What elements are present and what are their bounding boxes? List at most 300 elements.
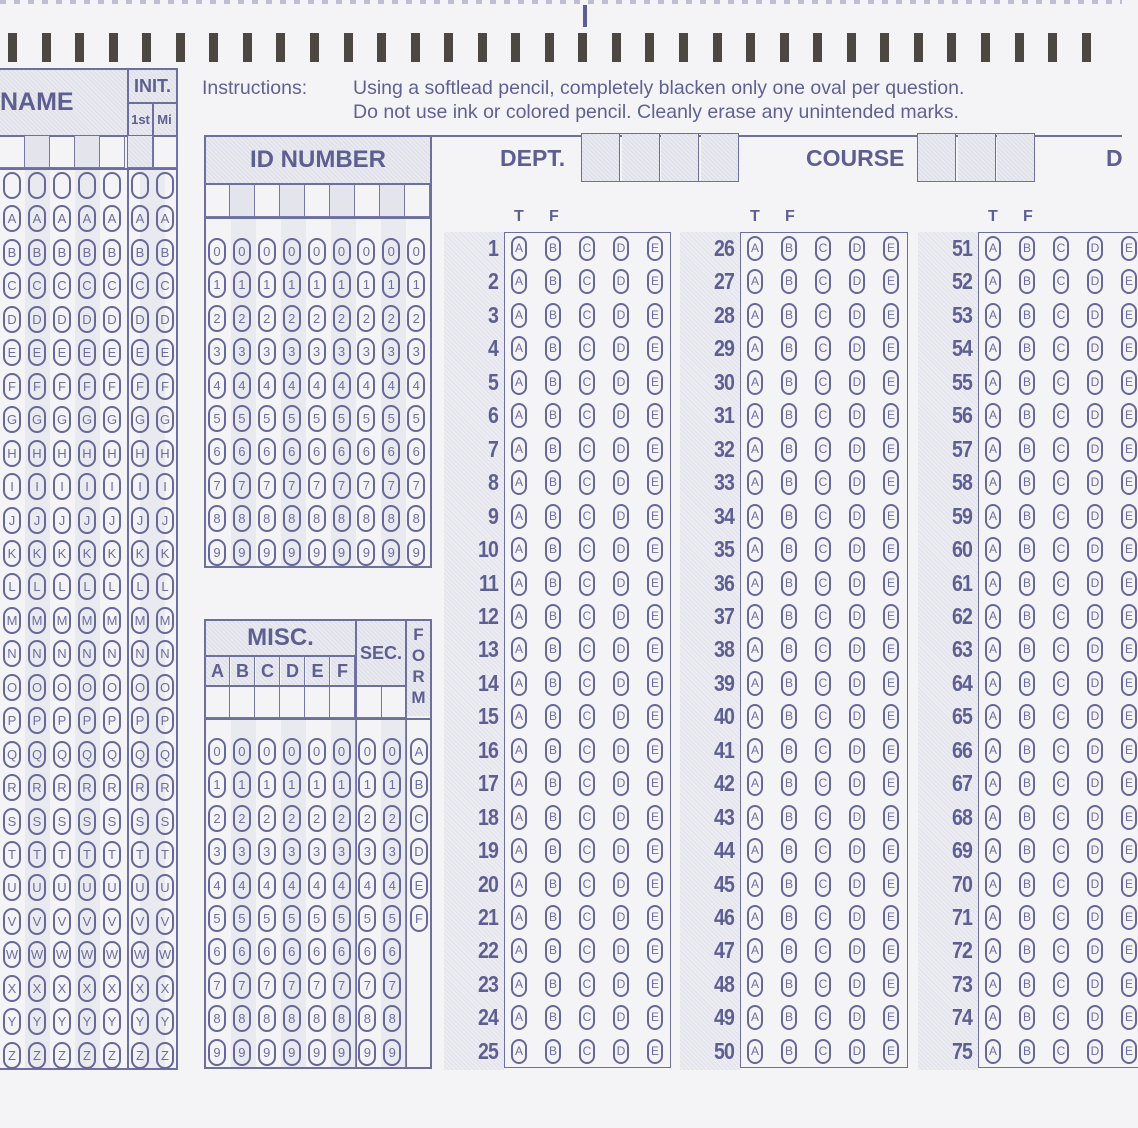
answer-bubble-65-D[interactable]: D — [1087, 704, 1103, 729]
answer-bubble-68-B[interactable]: B — [1019, 805, 1035, 830]
name-bubble-O[interactable]: O — [3, 674, 21, 701]
answer-bubble-54-C[interactable]: C — [1053, 336, 1069, 361]
id-digit-box[interactable] — [405, 185, 430, 217]
answer-bubble-25-C[interactable]: C — [579, 1039, 595, 1064]
name-bubble-C[interactable]: C — [78, 272, 96, 299]
id-bubble-4[interactable]: 4 — [208, 372, 226, 399]
name-bubble-R[interactable]: R — [103, 774, 121, 801]
answer-bubble-15-C[interactable]: C — [579, 704, 595, 729]
answer-bubble-35-A[interactable]: A — [747, 537, 763, 562]
name-bubble-G[interactable]: G — [28, 406, 46, 433]
answer-bubble-19-B[interactable]: B — [545, 838, 561, 863]
id-bubble-5[interactable]: 5 — [233, 405, 251, 432]
id-digit-box[interactable] — [380, 185, 405, 217]
answer-bubble-67-D[interactable]: D — [1087, 771, 1103, 796]
name-bubble-U[interactable]: U — [156, 874, 174, 901]
answer-bubble-13-B[interactable]: B — [545, 637, 561, 662]
name-bubble-R[interactable]: R — [28, 774, 46, 801]
answer-bubble-63-E[interactable]: E — [1121, 637, 1137, 662]
answer-bubble-44-E[interactable]: E — [883, 838, 899, 863]
answer-bubble-24-A[interactable]: A — [511, 1005, 527, 1030]
misc-bubble-9[interactable]: 9 — [308, 1039, 326, 1066]
answer-bubble-14-E[interactable]: E — [647, 671, 663, 696]
answer-bubble-29-B[interactable]: B — [781, 336, 797, 361]
answer-bubble-43-C[interactable]: C — [815, 805, 831, 830]
answer-bubble-59-C[interactable]: C — [1053, 504, 1069, 529]
form-bubble-E[interactable]: E — [410, 872, 428, 899]
answer-bubble-1-E[interactable]: E — [647, 236, 663, 261]
answer-bubble-45-B[interactable]: B — [781, 872, 797, 897]
answer-bubble-64-D[interactable]: D — [1087, 671, 1103, 696]
answer-bubble-16-D[interactable]: D — [613, 738, 629, 763]
misc-bubble-3[interactable]: 3 — [233, 838, 251, 865]
name-bubble-W[interactable]: W — [78, 941, 96, 968]
answer-bubble-34-C[interactable]: C — [815, 504, 831, 529]
answer-bubble-18-D[interactable]: D — [613, 805, 629, 830]
id-bubble-4[interactable]: 4 — [407, 372, 425, 399]
name-bubble-U[interactable]: U — [53, 874, 71, 901]
answer-bubble-57-E[interactable]: E — [1121, 437, 1137, 462]
answer-bubble-67-A[interactable]: A — [985, 771, 1001, 796]
name-bubble-S[interactable]: S — [103, 808, 121, 835]
answer-bubble-69-D[interactable]: D — [1087, 838, 1103, 863]
answer-bubble-73-C[interactable]: C — [1053, 972, 1069, 997]
answer-bubble-23-B[interactable]: B — [545, 972, 561, 997]
name-bubble-M[interactable]: M — [53, 607, 71, 634]
name-letter-box[interactable] — [0, 136, 25, 168]
name-bubble-F[interactable]: F — [103, 373, 121, 400]
answer-bubble-70-A[interactable]: A — [985, 872, 1001, 897]
answer-bubble-43-A[interactable]: A — [747, 805, 763, 830]
name-bubble-Q[interactable]: Q — [3, 741, 21, 768]
misc-bubble-7[interactable]: 7 — [333, 972, 351, 999]
name-bubble-blank[interactable] — [53, 172, 71, 199]
name-bubble-I[interactable]: I — [103, 473, 121, 500]
id-bubble-7[interactable]: 7 — [382, 472, 400, 499]
answer-bubble-65-E[interactable]: E — [1121, 704, 1137, 729]
answer-bubble-68-D[interactable]: D — [1087, 805, 1103, 830]
id-bubble-5[interactable]: 5 — [382, 405, 400, 432]
answer-bubble-33-D[interactable]: D — [849, 470, 865, 495]
answer-bubble-17-C[interactable]: C — [579, 771, 595, 796]
name-bubble-S[interactable]: S — [28, 808, 46, 835]
misc-bubble-9[interactable]: 9 — [208, 1039, 226, 1066]
id-bubble-0[interactable]: 0 — [233, 238, 251, 265]
name-bubble-blank[interactable] — [78, 172, 96, 199]
misc-box[interactable] — [280, 687, 305, 718]
answer-bubble-7-B[interactable]: B — [545, 437, 561, 462]
answer-bubble-59-E[interactable]: E — [1121, 504, 1137, 529]
misc-bubble-1[interactable]: 1 — [233, 771, 251, 798]
sec-bubble-3[interactable]: 3 — [383, 838, 401, 865]
name-bubble-C[interactable]: C — [3, 272, 21, 299]
id-bubble-7[interactable]: 7 — [208, 472, 226, 499]
answer-bubble-10-C[interactable]: C — [579, 537, 595, 562]
init-first-box[interactable] — [128, 136, 153, 168]
answer-bubble-63-D[interactable]: D — [1087, 637, 1103, 662]
answer-bubble-12-C[interactable]: C — [579, 604, 595, 629]
answer-bubble-15-E[interactable]: E — [647, 704, 663, 729]
answer-bubble-8-B[interactable]: B — [545, 470, 561, 495]
misc-bubble-8[interactable]: 8 — [308, 1005, 326, 1032]
answer-bubble-36-D[interactable]: D — [849, 571, 865, 596]
answer-bubble-34-E[interactable]: E — [883, 504, 899, 529]
answer-bubble-21-D[interactable]: D — [613, 905, 629, 930]
name-bubble-S[interactable]: S — [156, 808, 174, 835]
answer-bubble-37-B[interactable]: B — [781, 604, 797, 629]
answer-bubble-18-E[interactable]: E — [647, 805, 663, 830]
name-bubble-Q[interactable]: Q — [78, 741, 96, 768]
name-bubble-B[interactable]: B — [103, 239, 121, 266]
name-bubble-blank[interactable] — [3, 172, 21, 199]
answer-bubble-9-B[interactable]: B — [545, 504, 561, 529]
answer-bubble-64-E[interactable]: E — [1121, 671, 1137, 696]
answer-bubble-43-D[interactable]: D — [849, 805, 865, 830]
answer-bubble-10-B[interactable]: B — [545, 537, 561, 562]
name-bubble-Y[interactable]: Y — [53, 1008, 71, 1035]
answer-bubble-27-D[interactable]: D — [849, 269, 865, 294]
misc-bubble-4[interactable]: 4 — [333, 872, 351, 899]
answer-bubble-19-E[interactable]: E — [647, 838, 663, 863]
id-bubble-6[interactable]: 6 — [382, 438, 400, 465]
answer-bubble-50-D[interactable]: D — [849, 1039, 865, 1064]
id-bubble-6[interactable]: 6 — [357, 438, 375, 465]
name-bubble-M[interactable]: M — [28, 607, 46, 634]
answer-bubble-73-E[interactable]: E — [1121, 972, 1137, 997]
answer-bubble-16-A[interactable]: A — [511, 738, 527, 763]
name-bubble-H[interactable]: H — [53, 440, 71, 467]
answer-bubble-35-D[interactable]: D — [849, 537, 865, 562]
sec-bubble-9[interactable]: 9 — [383, 1039, 401, 1066]
name-bubble-U[interactable]: U — [3, 874, 21, 901]
answer-bubble-25-A[interactable]: A — [511, 1039, 527, 1064]
answer-bubble-10-E[interactable]: E — [647, 537, 663, 562]
answer-bubble-28-A[interactable]: A — [747, 303, 763, 328]
answer-bubble-19-C[interactable]: C — [579, 838, 595, 863]
name-bubble-H[interactable]: H — [3, 440, 21, 467]
name-bubble-A[interactable]: A — [103, 205, 121, 232]
name-bubble-L[interactable]: L — [28, 573, 46, 600]
answer-bubble-53-E[interactable]: E — [1121, 303, 1137, 328]
answer-bubble-34-D[interactable]: D — [849, 504, 865, 529]
answer-bubble-34-A[interactable]: A — [747, 504, 763, 529]
id-bubble-0[interactable]: 0 — [382, 238, 400, 265]
id-bubble-9[interactable]: 9 — [258, 539, 276, 566]
id-bubble-8[interactable]: 8 — [258, 505, 276, 532]
answer-bubble-13-D[interactable]: D — [613, 637, 629, 662]
answer-bubble-67-C[interactable]: C — [1053, 771, 1069, 796]
answer-bubble-52-C[interactable]: C — [1053, 269, 1069, 294]
answer-bubble-39-A[interactable]: A — [747, 671, 763, 696]
id-bubble-1[interactable]: 1 — [333, 271, 351, 298]
answer-bubble-30-B[interactable]: B — [781, 370, 797, 395]
answer-bubble-26-D[interactable]: D — [849, 236, 865, 261]
answer-bubble-36-B[interactable]: B — [781, 571, 797, 596]
answer-bubble-75-E[interactable]: E — [1121, 1039, 1137, 1064]
course-char-box[interactable] — [918, 134, 956, 181]
name-bubble-M[interactable]: M — [3, 607, 21, 634]
answer-bubble-30-E[interactable]: E — [883, 370, 899, 395]
answer-bubble-16-B[interactable]: B — [545, 738, 561, 763]
name-bubble-W[interactable]: W — [28, 941, 46, 968]
name-bubble-X[interactable]: X — [3, 975, 21, 1002]
answer-bubble-64-A[interactable]: A — [985, 671, 1001, 696]
answer-bubble-44-C[interactable]: C — [815, 838, 831, 863]
misc-bubble-8[interactable]: 8 — [258, 1005, 276, 1032]
name-bubble-G[interactable]: G — [156, 406, 174, 433]
name-bubble-X[interactable]: X — [53, 975, 71, 1002]
id-bubble-4[interactable]: 4 — [283, 372, 301, 399]
answer-bubble-47-E[interactable]: E — [883, 938, 899, 963]
name-bubble-H[interactable]: H — [103, 440, 121, 467]
name-bubble-M[interactable]: M — [78, 607, 96, 634]
name-bubble-C[interactable]: C — [53, 272, 71, 299]
answer-bubble-74-A[interactable]: A — [985, 1005, 1001, 1030]
answer-bubble-6-B[interactable]: B — [545, 403, 561, 428]
answer-bubble-57-C[interactable]: C — [1053, 437, 1069, 462]
answer-bubble-75-B[interactable]: B — [1019, 1039, 1035, 1064]
answer-bubble-28-B[interactable]: B — [781, 303, 797, 328]
id-bubble-4[interactable]: 4 — [233, 372, 251, 399]
name-bubble-O[interactable]: O — [156, 674, 174, 701]
misc-bubble-6[interactable]: 6 — [258, 938, 276, 965]
id-bubble-4[interactable]: 4 — [382, 372, 400, 399]
answer-bubble-45-A[interactable]: A — [747, 872, 763, 897]
answer-bubble-74-C[interactable]: C — [1053, 1005, 1069, 1030]
name-bubble-Q[interactable]: Q — [53, 741, 71, 768]
misc-bubble-9[interactable]: 9 — [233, 1039, 251, 1066]
misc-bubble-1[interactable]: 1 — [208, 771, 226, 798]
answer-bubble-22-B[interactable]: B — [545, 938, 561, 963]
answer-bubble-48-A[interactable]: A — [747, 972, 763, 997]
answer-bubble-3-C[interactable]: C — [579, 303, 595, 328]
name-bubble-X[interactable]: X — [156, 975, 174, 1002]
answer-bubble-8-A[interactable]: A — [511, 470, 527, 495]
answer-bubble-7-C[interactable]: C — [579, 437, 595, 462]
id-bubble-3[interactable]: 3 — [283, 338, 301, 365]
answer-bubble-21-E[interactable]: E — [647, 905, 663, 930]
answer-bubble-60-D[interactable]: D — [1087, 537, 1103, 562]
name-bubble-blank[interactable] — [28, 172, 46, 199]
id-bubble-6[interactable]: 6 — [233, 438, 251, 465]
answer-bubble-3-A[interactable]: A — [511, 303, 527, 328]
answer-bubble-20-B[interactable]: B — [545, 872, 561, 897]
sec-bubble-7[interactable]: 7 — [358, 972, 376, 999]
answer-bubble-49-D[interactable]: D — [849, 1005, 865, 1030]
misc-bubble-1[interactable]: 1 — [308, 771, 326, 798]
answer-bubble-55-E[interactable]: E — [1121, 370, 1137, 395]
answer-bubble-71-B[interactable]: B — [1019, 905, 1035, 930]
name-bubble-T[interactable]: T — [53, 841, 71, 868]
answer-bubble-27-E[interactable]: E — [883, 269, 899, 294]
answer-bubble-43-E[interactable]: E — [883, 805, 899, 830]
name-bubble-T[interactable]: T — [156, 841, 174, 868]
answer-bubble-10-D[interactable]: D — [613, 537, 629, 562]
id-digit-box[interactable] — [205, 185, 230, 217]
answer-bubble-51-C[interactable]: C — [1053, 236, 1069, 261]
id-digit-box[interactable] — [355, 185, 380, 217]
answer-bubble-32-A[interactable]: A — [747, 437, 763, 462]
answer-bubble-6-C[interactable]: C — [579, 403, 595, 428]
answer-bubble-27-C[interactable]: C — [815, 269, 831, 294]
name-bubble-F[interactable]: F — [3, 373, 21, 400]
name-bubble-E[interactable]: E — [3, 339, 21, 366]
answer-bubble-29-C[interactable]: C — [815, 336, 831, 361]
name-bubble-J[interactable]: J — [3, 507, 21, 534]
misc-bubble-9[interactable]: 9 — [333, 1039, 351, 1066]
answer-bubble-41-E[interactable]: E — [883, 738, 899, 763]
name-bubble-E[interactable]: E — [103, 339, 121, 366]
id-bubble-1[interactable]: 1 — [407, 271, 425, 298]
misc-bubble-0[interactable]: 0 — [308, 738, 326, 765]
answer-bubble-20-E[interactable]: E — [647, 872, 663, 897]
answer-bubble-60-E[interactable]: E — [1121, 537, 1137, 562]
answer-bubble-70-E[interactable]: E — [1121, 872, 1137, 897]
answer-bubble-33-E[interactable]: E — [883, 470, 899, 495]
id-bubble-7[interactable]: 7 — [333, 472, 351, 499]
answer-bubble-23-E[interactable]: E — [647, 972, 663, 997]
answer-bubble-19-D[interactable]: D — [613, 838, 629, 863]
answer-bubble-14-D[interactable]: D — [613, 671, 629, 696]
answer-bubble-37-A[interactable]: A — [747, 604, 763, 629]
answer-bubble-68-A[interactable]: A — [985, 805, 1001, 830]
answer-bubble-51-B[interactable]: B — [1019, 236, 1035, 261]
answer-bubble-25-D[interactable]: D — [613, 1039, 629, 1064]
answer-bubble-40-D[interactable]: D — [849, 704, 865, 729]
answer-bubble-62-D[interactable]: D — [1087, 604, 1103, 629]
name-bubble-E[interactable]: E — [53, 339, 71, 366]
answer-bubble-20-A[interactable]: A — [511, 872, 527, 897]
answer-bubble-50-A[interactable]: A — [747, 1039, 763, 1064]
id-bubble-5[interactable]: 5 — [258, 405, 276, 432]
name-bubble-P[interactable]: P — [78, 707, 96, 734]
answer-bubble-2-A[interactable]: A — [511, 269, 527, 294]
name-bubble-D[interactable]: D — [28, 306, 46, 333]
id-bubble-0[interactable]: 0 — [333, 238, 351, 265]
id-bubble-2[interactable]: 2 — [308, 305, 326, 332]
answer-bubble-71-C[interactable]: C — [1053, 905, 1069, 930]
name-bubble-V[interactable]: V — [131, 908, 149, 935]
misc-bubble-6[interactable]: 6 — [233, 938, 251, 965]
name-letter-box[interactable] — [100, 136, 125, 168]
id-bubble-1[interactable]: 1 — [382, 271, 400, 298]
name-bubble-K[interactable]: K — [3, 540, 21, 567]
answer-bubble-29-D[interactable]: D — [849, 336, 865, 361]
name-bubble-Z[interactable]: Z — [156, 1042, 174, 1069]
answer-bubble-14-B[interactable]: B — [545, 671, 561, 696]
misc-bubble-2[interactable]: 2 — [208, 805, 226, 832]
name-bubble-G[interactable]: G — [131, 406, 149, 433]
misc-box[interactable] — [205, 687, 230, 718]
answer-bubble-9-D[interactable]: D — [613, 504, 629, 529]
answer-bubble-47-B[interactable]: B — [781, 938, 797, 963]
answer-bubble-4-C[interactable]: C — [579, 336, 595, 361]
answer-bubble-61-D[interactable]: D — [1087, 571, 1103, 596]
answer-bubble-69-C[interactable]: C — [1053, 838, 1069, 863]
name-bubble-I[interactable]: I — [3, 473, 21, 500]
name-bubble-F[interactable]: F — [78, 373, 96, 400]
name-bubble-B[interactable]: B — [156, 239, 174, 266]
answer-bubble-61-A[interactable]: A — [985, 571, 1001, 596]
answer-bubble-40-E[interactable]: E — [883, 704, 899, 729]
id-digit-box[interactable] — [305, 185, 330, 217]
id-bubble-2[interactable]: 2 — [258, 305, 276, 332]
answer-bubble-53-A[interactable]: A — [985, 303, 1001, 328]
id-bubble-8[interactable]: 8 — [357, 505, 375, 532]
sec-bubble-4[interactable]: 4 — [383, 872, 401, 899]
id-bubble-5[interactable]: 5 — [308, 405, 326, 432]
answer-bubble-64-B[interactable]: B — [1019, 671, 1035, 696]
answer-bubble-24-D[interactable]: D — [613, 1005, 629, 1030]
answer-bubble-29-A[interactable]: A — [747, 336, 763, 361]
answer-bubble-51-D[interactable]: D — [1087, 236, 1103, 261]
answer-bubble-59-B[interactable]: B — [1019, 504, 1035, 529]
answer-bubble-12-E[interactable]: E — [647, 604, 663, 629]
answer-bubble-8-E[interactable]: E — [647, 470, 663, 495]
answer-bubble-4-B[interactable]: B — [545, 336, 561, 361]
answer-bubble-54-E[interactable]: E — [1121, 336, 1137, 361]
answer-bubble-35-E[interactable]: E — [883, 537, 899, 562]
answer-bubble-19-A[interactable]: A — [511, 838, 527, 863]
name-bubble-Z[interactable]: Z — [3, 1042, 21, 1069]
answer-bubble-59-D[interactable]: D — [1087, 504, 1103, 529]
sec-box[interactable] — [382, 687, 407, 718]
answer-bubble-1-A[interactable]: A — [511, 236, 527, 261]
name-bubble-C[interactable]: C — [103, 272, 121, 299]
name-bubble-T[interactable]: T — [131, 841, 149, 868]
answer-bubble-12-D[interactable]: D — [613, 604, 629, 629]
id-bubble-0[interactable]: 0 — [308, 238, 326, 265]
misc-bubble-8[interactable]: 8 — [233, 1005, 251, 1032]
answer-bubble-11-B[interactable]: B — [545, 571, 561, 596]
answer-bubble-70-B[interactable]: B — [1019, 872, 1035, 897]
name-bubble-U[interactable]: U — [131, 874, 149, 901]
name-bubble-Z[interactable]: Z — [131, 1042, 149, 1069]
id-bubble-6[interactable]: 6 — [258, 438, 276, 465]
name-bubble-Q[interactable]: Q — [103, 741, 121, 768]
name-bubble-R[interactable]: R — [131, 774, 149, 801]
answer-bubble-28-D[interactable]: D — [849, 303, 865, 328]
answer-bubble-27-A[interactable]: A — [747, 269, 763, 294]
answer-bubble-72-C[interactable]: C — [1053, 938, 1069, 963]
name-bubble-B[interactable]: B — [3, 239, 21, 266]
answer-bubble-61-B[interactable]: B — [1019, 571, 1035, 596]
answer-bubble-70-C[interactable]: C — [1053, 872, 1069, 897]
answer-bubble-7-E[interactable]: E — [647, 437, 663, 462]
form-bubble-A[interactable]: A — [410, 738, 428, 765]
id-bubble-5[interactable]: 5 — [407, 405, 425, 432]
answer-bubble-10-A[interactable]: A — [511, 537, 527, 562]
answer-bubble-39-D[interactable]: D — [849, 671, 865, 696]
name-bubble-H[interactable]: H — [78, 440, 96, 467]
name-bubble-U[interactable]: U — [78, 874, 96, 901]
answer-bubble-33-A[interactable]: A — [747, 470, 763, 495]
name-bubble-B[interactable]: B — [53, 239, 71, 266]
answer-bubble-46-A[interactable]: A — [747, 905, 763, 930]
name-bubble-A[interactable]: A — [53, 205, 71, 232]
misc-bubble-6[interactable]: 6 — [283, 938, 301, 965]
name-bubble-N[interactable]: N — [53, 640, 71, 667]
answer-bubble-28-E[interactable]: E — [883, 303, 899, 328]
name-bubble-blank[interactable] — [156, 172, 174, 199]
name-bubble-Z[interactable]: Z — [28, 1042, 46, 1069]
misc-bubble-2[interactable]: 2 — [308, 805, 326, 832]
id-bubble-0[interactable]: 0 — [258, 238, 276, 265]
name-bubble-D[interactable]: D — [3, 306, 21, 333]
answer-bubble-36-C[interactable]: C — [815, 571, 831, 596]
name-bubble-D[interactable]: D — [131, 306, 149, 333]
name-bubble-W[interactable]: W — [103, 941, 121, 968]
